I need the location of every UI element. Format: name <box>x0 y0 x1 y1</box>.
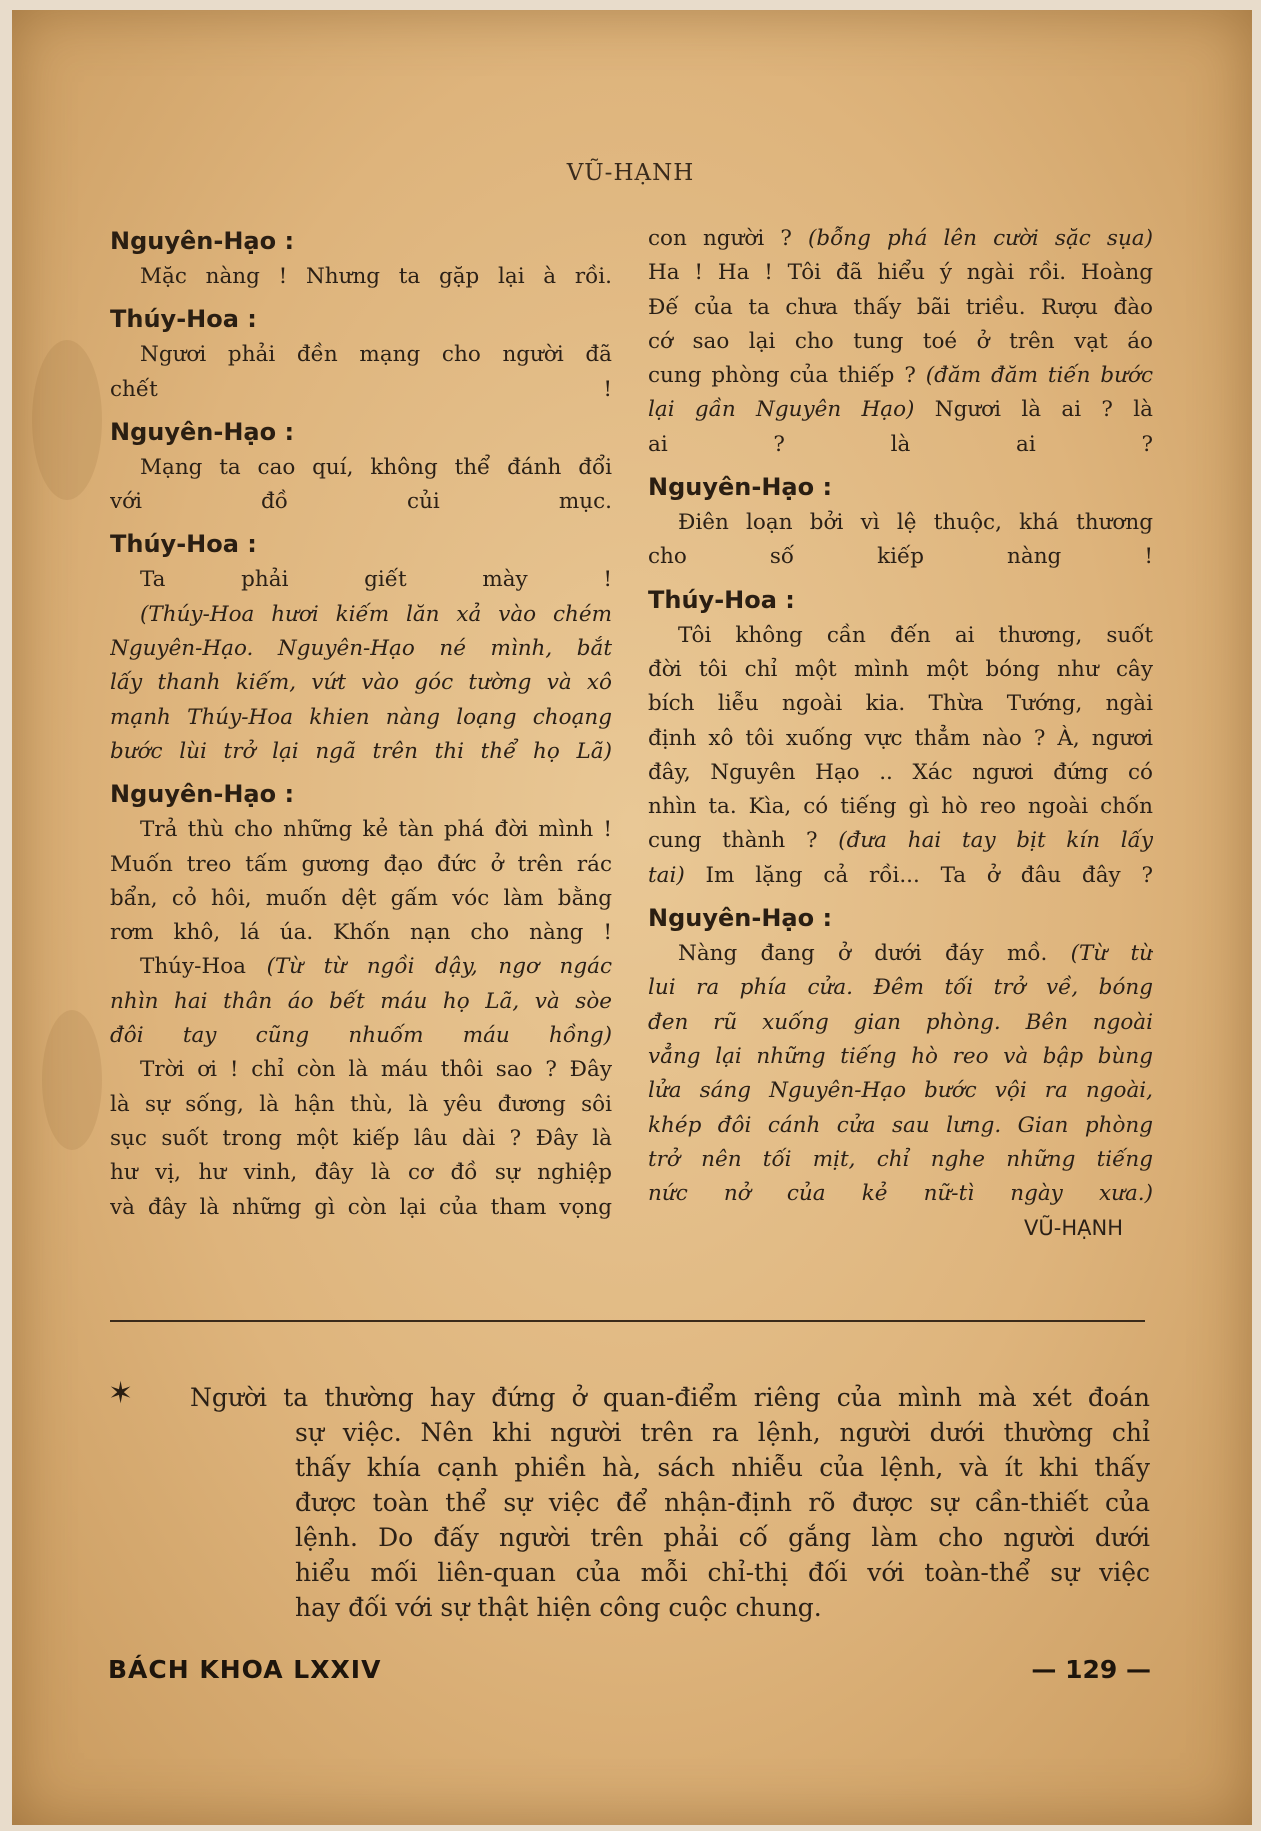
dialogue-line: cho số kiếp nàng ! <box>648 544 1153 570</box>
stage-direction: lấy thanh kiếm, vứt vào góc tường và xô <box>110 670 612 696</box>
text-line <box>648 359 1153 393</box>
stage-direction: (Từ từ <box>1070 941 1153 967</box>
dialogue-line: bích liễu ngoài kia. Thừa Tướng, ngài <box>648 691 1153 717</box>
text-line <box>648 937 1153 971</box>
footnote-line: được toàn thể sự việc để nhận-định rõ được sự cần-thiết của <box>295 1488 1150 1517</box>
speaker-name: Nguyên-Hạo : <box>110 227 295 255</box>
dialogue-line: chết ! <box>110 376 612 402</box>
dialogue-line: Trả thù cho những kẻ tàn phá đời mình ! <box>140 817 612 843</box>
footnote-line: hay đối với sự thật hiện công cuộc chung. <box>295 1593 822 1622</box>
dialogue-line: Điên loạn bởi vì lệ thuộc, khá thương <box>678 510 1153 536</box>
dialogue-text: Ngươi là ai ? là <box>914 397 1153 423</box>
stage-direction: bước lùi trở lại ngã trên thi thể họ Lã) <box>110 738 612 764</box>
footnote-line: sự việc. Nên khi người trên ra lệnh, người dưới thường chỉ <box>295 1418 1150 1447</box>
separator-rule <box>110 1320 1145 1322</box>
dialogue-text: con người ? <box>648 226 808 251</box>
stage-direction: mạnh Thúy-Hoa khien nàng loạng choạng <box>110 704 612 730</box>
speaker-name: Nguyên-Hạo : <box>110 417 295 446</box>
dialogue-line: rơm khô, lá úa. Khốn nạn cho nàng ! <box>110 920 612 946</box>
dialogue-line: đời tôi chỉ một mình một bóng như cây <box>648 656 1153 682</box>
dialogue-line: định xô tôi xuống vực thẳm nào ? À, ngươi <box>648 725 1153 751</box>
magazine-name: BÁCH KHOA LXXIV <box>108 1655 382 1684</box>
dialogue-line: Mặc nàng ! Nhưng ta gặp lại à rồi. <box>140 264 612 289</box>
running-header: VŨ-HẠNH <box>566 160 695 186</box>
speaker-name: Nguyên-Hạo : <box>110 780 295 809</box>
dialogue-line: Ha ! Ha ! Tôi đã hiểu ý ngài rồi. Hoàng <box>648 260 1153 286</box>
dialogue-line: bẩn, cỏ hôi, muốn dệt gấm vóc làm bằng <box>110 885 612 911</box>
dialogue-line: cớ sao lại cho tung toé ở trên vạt áo <box>648 328 1153 354</box>
dialogue-line: hư vị, hư vinh, đây là cơ đồ sự nghiệp <box>110 1160 612 1186</box>
speaker-name: Thúy-Hoa : <box>648 585 795 614</box>
star-icon: ✶ <box>108 1376 134 1411</box>
paper-stain <box>42 1010 102 1150</box>
speaker-name: Nguyên-Hạo : <box>648 904 833 933</box>
stage-direction: vẳng lại những tiếng hò reo và bập bùng <box>648 1043 1153 1069</box>
stage-direction: lui ra phía cửa. Đêm tối trở về, bóng <box>648 975 1153 1001</box>
dialogue-line: Muốn treo tấm gương đạo đức ở trên rác <box>110 851 612 877</box>
dialogue-line: Ngươi phải đền mạng cho người đã <box>140 342 612 368</box>
stage-direction: nhìn hai thân áo bết máu họ Lã, và sòe <box>110 988 612 1014</box>
author-signature: VŨ-HẠNH <box>1024 1216 1123 1241</box>
speaker-name: Thúy-Hoa : <box>110 305 257 334</box>
dialogue-text: Im lặng cả rồi... Ta ở đâu đây ? <box>684 862 1153 888</box>
stage-direction: trở nên tối mịt, chỉ nghe những tiếng <box>648 1146 1153 1172</box>
text-line <box>110 950 612 984</box>
text-line <box>648 824 1153 858</box>
stage-direction: (bỗng phá lên cười sặc sụa) <box>807 226 1153 251</box>
dialogue-line: nhìn ta. Kìa, có tiếng gì hò reo ngoài chốn <box>648 794 1153 820</box>
dialogue-line: sục suốt trong một kiếp lâu dài ? Đây là <box>110 1125 612 1151</box>
dialogue-line: và đây là những gì còn lại của tham vọng <box>110 1194 612 1220</box>
dialogue-line: Trời ơi ! chỉ còn là máu thôi sao ? Đây <box>140 1057 612 1083</box>
stage-direction: lại gần Nguyên Hạo) <box>648 397 915 423</box>
dialogue-text: Nàng đang ở dưới đáy mồ. <box>678 941 1071 967</box>
dialogue-line: ai ? là ai ? <box>648 431 1153 457</box>
stage-direction: Nguyên-Hạo. Nguyên-Hạo né mình, bắt <box>110 636 612 662</box>
left-column <box>110 222 612 1225</box>
stage-direction: (Thúy-Hoa hươi kiếm lăn xả vào chém <box>140 601 612 627</box>
stage-direction: (Từ từ ngồi dậy, ngơ ngác <box>266 954 612 980</box>
dialogue-line: đây, Nguyên Hạo .. Xác ngươi đứng có <box>648 759 1153 785</box>
right-column <box>648 222 1153 1245</box>
footnote-line: Người ta thường hay đứng ở quan-điểm riêng của mình mà xét đoán <box>190 1383 1150 1412</box>
stage-direction: nức nở của kẻ nữ-tì ngày xưa.) <box>648 1181 1153 1207</box>
dialogue-line: Mạng ta cao quí, không thể đánh đổi <box>140 454 612 480</box>
dialogue-line: với đồ củi mục. <box>110 489 612 515</box>
dialogue-text: cung thành ? <box>648 828 839 854</box>
stage-direction: (đăm đăm tiến bước <box>925 363 1153 389</box>
stage-direction: khép đôi cánh cửa sau lưng. Gian phòng <box>648 1112 1153 1138</box>
page-number: — 129 — <box>1031 1655 1151 1684</box>
dialogue-line: Tôi không cần đến ai thương, suốt <box>678 622 1153 648</box>
dialogue-text: cung phòng của thiếp ? <box>648 363 926 389</box>
speaker-name: Thúy-Hoa : <box>110 530 257 559</box>
text-line <box>648 222 1153 256</box>
stage-direction: tai) <box>648 862 685 888</box>
dialogue-line: Ta phải giết mày ! <box>140 567 612 593</box>
stage-direction: đen rũ xuống gian phòng. Bên ngoài <box>648 1009 1153 1035</box>
dialogue-line: Đế của ta chưa thấy bãi triều. Rượu đào <box>648 294 1153 320</box>
stage-direction: đôi tay cũng nhuốm máu hồng) <box>110 1023 612 1049</box>
footnote-line: thấy khía cạnh phiền hà, sách nhiễu của lệnh, và ít khi thấy <box>295 1453 1150 1482</box>
paper-stain <box>32 340 102 500</box>
text-line <box>648 859 1153 893</box>
stage-direction: lửa sáng Nguyên-Hạo bước vội ra ngoài, <box>648 1078 1153 1104</box>
stage-direction: (đưa hai tay bịt kín lấy <box>838 828 1153 854</box>
footnote-line: lệnh. Do đấy người trên phải cố gắng làm cho người dưới <box>295 1523 1150 1552</box>
footnote-line: hiểu mối liên-quan của mỗi chỉ-thị đối với toàn-thể sự việc <box>295 1558 1150 1587</box>
dialogue-text: Thúy-Hoa <box>140 954 267 980</box>
speaker-name: Nguyên-Hạo : <box>648 473 833 502</box>
text-line <box>648 393 1153 427</box>
dialogue-line: là sự sống, là hận thù, là yêu đương sôi <box>110 1091 612 1117</box>
footnote <box>190 1380 1150 1625</box>
